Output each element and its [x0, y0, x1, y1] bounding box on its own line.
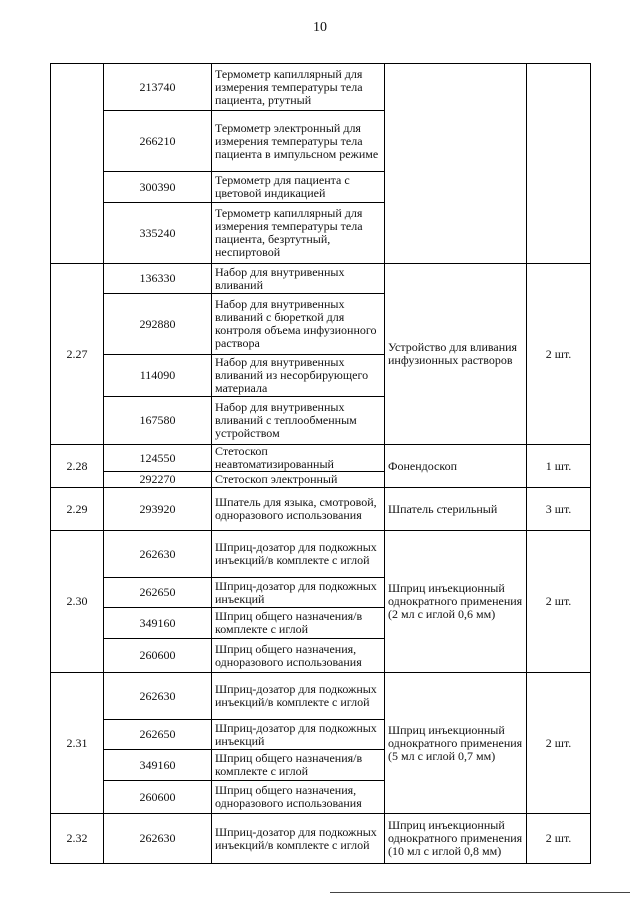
product-code: 136330 — [104, 264, 212, 294]
device-name: Устройство для вливания инфузионных растворов — [385, 264, 527, 445]
table-row — [51, 264, 591, 294]
product-name: Шприц общего назначения/в комплекте с иглой — [212, 750, 385, 781]
product-name: Термометр для пациента с цветовой индикацией — [212, 172, 385, 203]
product-name: Стетоскоп неавтоматизированный — [212, 445, 385, 472]
device-name: Шприц инъекционный однократного применения (10 мл с иглой 0,8 мм) — [385, 814, 527, 864]
product-code: 349160 — [104, 608, 212, 639]
product-code: 260600 — [104, 781, 212, 814]
quantity: 2 шт. — [527, 531, 591, 673]
product-code: 293920 — [104, 488, 212, 531]
product-name: Шприц общего назначения, одноразового использования — [212, 639, 385, 673]
product-name: Шприц общего назначения/в комплекте с иглой — [212, 608, 385, 639]
product-code: 167580 — [104, 397, 212, 445]
quantity: 1 шт. — [527, 445, 591, 488]
item-number: 2.27 — [51, 264, 104, 445]
quantity — [527, 64, 591, 264]
device-name — [385, 64, 527, 264]
product-code: 335240 — [104, 203, 212, 264]
product-code: 213740 — [104, 64, 212, 111]
product-code: 262630 — [104, 531, 212, 578]
product-code: 114090 — [104, 355, 212, 397]
product-code: 300390 — [104, 172, 212, 203]
product-name: Набор для внутривенных вливаний с теплообменным устройством — [212, 397, 385, 445]
table-row — [51, 673, 591, 720]
product-code: 266210 — [104, 111, 212, 172]
product-name: Набор для внутривенных вливаний из несорбирующего материала — [212, 355, 385, 397]
product-code: 124550 — [104, 445, 212, 472]
product-code: 262630 — [104, 673, 212, 720]
product-name: Термометр электронный для измерения температуры тела пациента в импульсном режиме — [212, 111, 385, 172]
table-row — [51, 531, 591, 578]
equipment-table — [50, 63, 591, 864]
quantity: 2 шт. — [527, 673, 591, 814]
product-name: Шприц общего назначения, одноразового использования — [212, 781, 385, 814]
item-number: 2.29 — [51, 488, 104, 531]
table-row — [51, 445, 591, 472]
product-name: Термометр капиллярный для измерения температуры тела пациента, безртутный, неспиртовой — [212, 203, 385, 264]
product-code: 292270 — [104, 472, 212, 488]
table-row — [51, 488, 591, 531]
quantity: 3 шт. — [527, 488, 591, 531]
item-number: 2.32 — [51, 814, 104, 864]
product-code: 292880 — [104, 294, 212, 355]
device-name: Шприц инъекционный однократного применения (2 мл с иглой 0,6 мм) — [385, 531, 527, 673]
product-code: 262650 — [104, 720, 212, 750]
product-name: Стетоскоп электронный — [212, 472, 385, 488]
product-name: Набор для внутривенных вливаний с бюреткой для контроля объема инфузионного раствора — [212, 294, 385, 355]
device-name: Фонендоскоп — [385, 445, 527, 488]
quantity: 2 шт. — [527, 264, 591, 445]
item-number: 2.31 — [51, 673, 104, 814]
device-name: Шприц инъекционный однократного применения (5 мл с иглой 0,7 мм) — [385, 673, 527, 814]
product-code: 260600 — [104, 639, 212, 673]
product-code: 262630 — [104, 814, 212, 864]
table-row — [51, 64, 591, 111]
product-name: Шприц-дозатор для подкожных инъекций/в комплекте с иглой — [212, 673, 385, 720]
product-name: Шприц-дозатор для подкожных инъекций — [212, 720, 385, 750]
product-name: Шприц-дозатор для подкожных инъекций/в комплекте с иглой — [212, 814, 385, 864]
product-code: 262650 — [104, 578, 212, 608]
item-number — [51, 64, 104, 264]
product-name: Набор для внутривенных вливаний — [212, 264, 385, 294]
product-name: Шпатель для языка, смотровой, одноразового использования — [212, 488, 385, 531]
item-number: 2.28 — [51, 445, 104, 488]
table-row — [51, 814, 591, 864]
quantity: 2 шт. — [527, 814, 591, 864]
bottom-rule — [330, 892, 630, 893]
device-name: Шпатель стерильный — [385, 488, 527, 531]
page-number: 10 — [313, 20, 327, 35]
product-name: Шприц-дозатор для подкожных инъекций/в комплекте с иглой — [212, 531, 385, 578]
item-number: 2.30 — [51, 531, 104, 673]
product-name: Шприц-дозатор для подкожных инъекций — [212, 578, 385, 608]
product-code: 349160 — [104, 750, 212, 781]
product-name: Термометр капиллярный для измерения температуры тела пациента, ртутный — [212, 64, 385, 111]
